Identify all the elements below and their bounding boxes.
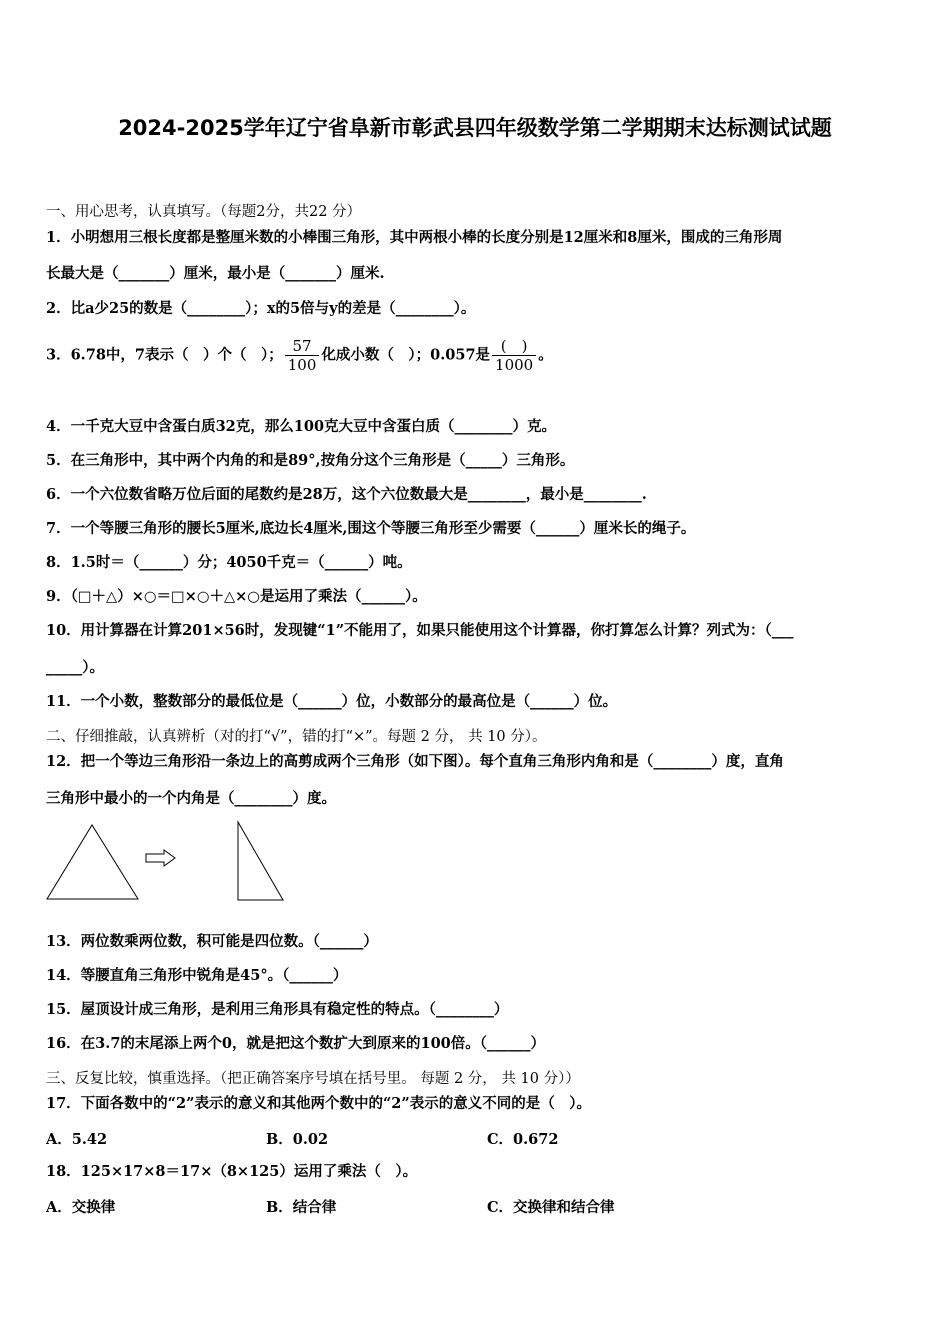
q17-option-a: A．5.42 [46,1131,108,1148]
question-5: 5．在三角形中，其中两个内角的和是89°,按角分这个三角形是（_____）三角形。 [46,452,575,469]
question-4: 4．一千克大豆中含蛋白质32克，那么100克大豆中含蛋白质（________）克。 [46,418,557,435]
question-10-line-1: 10．用计算器在计算201×56时，发现键“1”不能用了，如果只能使用这个计算器，你打算怎么计算？列式为：（___ [46,622,794,639]
question-8: 8．1.5时＝（______）分；4050千克＝（______）吨。 [46,554,412,571]
fraction-2-numerator: ( ) [492,337,536,356]
fraction-1-denominator: 100 [287,356,317,374]
equilateral-triangle [47,825,138,899]
question-10-line-2: _____）。 [46,659,104,676]
section-3-heading: 三、反复比较，慎重选择。（把正确答案序号填在括号里。 每题 2 分， 共 10 分）） [46,1071,580,1087]
right-triangle [238,822,283,900]
fraction-blank-1000 [492,337,536,374]
question-6: 6．一个六位数省略万位后面的尾数约是28万，这个六位数最大是________，最小是________. [46,486,647,503]
question-3-prefix: 3．6.78中，7表示（ ）个（ ）； [46,346,283,364]
section-1-heading: 一、用心思考，认真填写。（每题2分，共22 分） [46,204,362,220]
page-title: 2024-2025学年辽宁省阜新市彰武县四年级数学第二学期期末达标测试试题 [118,116,832,140]
question-11: 11．一个小数，整数部分的最低位是（______）位，小数部分的最高位是（______）位。 [46,693,618,710]
question-9: 9．（□＋△）×○＝□×○＋△×○是运用了乘法（______）。 [46,588,427,605]
q18-option-a: A．交换律 [46,1199,116,1216]
question-3-suffix: 。 [538,346,553,364]
question-13: 13．两位数乘两位数，积可能是四位数。（______） [46,933,378,950]
q17-option-c: C．0.672 [487,1131,559,1148]
arrow-right-icon [146,850,175,866]
question-1-line-1: 1．小明想用三根长度都是整厘米数的小棒围三角形，其中两根小棒的长度分别是12厘米和8厘米，围成的三角形周 [46,229,783,246]
question-7: 7．一个等腰三角形的腰长5厘米,底边长4厘米,围这个等腰三角形至少需要（______）厘米长的绳子。 [46,520,696,537]
question-3-middle: 化成小数（ ）；0.057是 [321,346,491,364]
q18-option-c: C．交换律和结合律 [487,1199,615,1216]
question-12-line-2: 三角形中最小的一个内角是（________）度。 [46,790,336,807]
question-15: 15．屋顶设计成三角形，是利用三角形具有稳定性的特点。（________） [46,1001,509,1018]
fraction-2-denominator: 1000 [495,356,534,374]
fraction-57-100 [285,337,320,374]
question-16: 16．在3.7的末尾添上两个0，就是把这个数扩大到原来的100倍。（______） [46,1035,546,1052]
question-18: 18．125×17×8＝17×（8×125）运用了乘法（ ）。 [46,1163,418,1180]
question-1-line-2: 长最大是（_______）厘米，最小是（_______）厘米. [46,265,385,282]
question-17: 17．下面各数中的“2”表示的意义和其他两个数中的“2”表示的意义不同的是（ ）。 [46,1095,591,1112]
fraction-1-numerator: 57 [285,337,320,356]
question-3 [46,337,553,374]
q17-option-b: B．0.02 [266,1131,329,1148]
question-12-line-1: 12．把一个等边三角形沿一条边上的高剪成两个三角形（如下图）。每个直角三角形内角和是（________）度，直角 [46,753,784,770]
question-14: 14．等腰直角三角形中锐角是45°。（______） [46,967,348,984]
triangle-figure [40,818,300,908]
question-2: 2．比a少25的数是（________）；x的5倍与y的差是（________）。 [46,300,476,317]
section-2-heading: 二、仔细推敲，认真辨析（对的打“√”，错的打“×”。每题 2 分， 共 10 分）。 [46,729,547,745]
q18-option-b: B．结合律 [266,1199,337,1216]
